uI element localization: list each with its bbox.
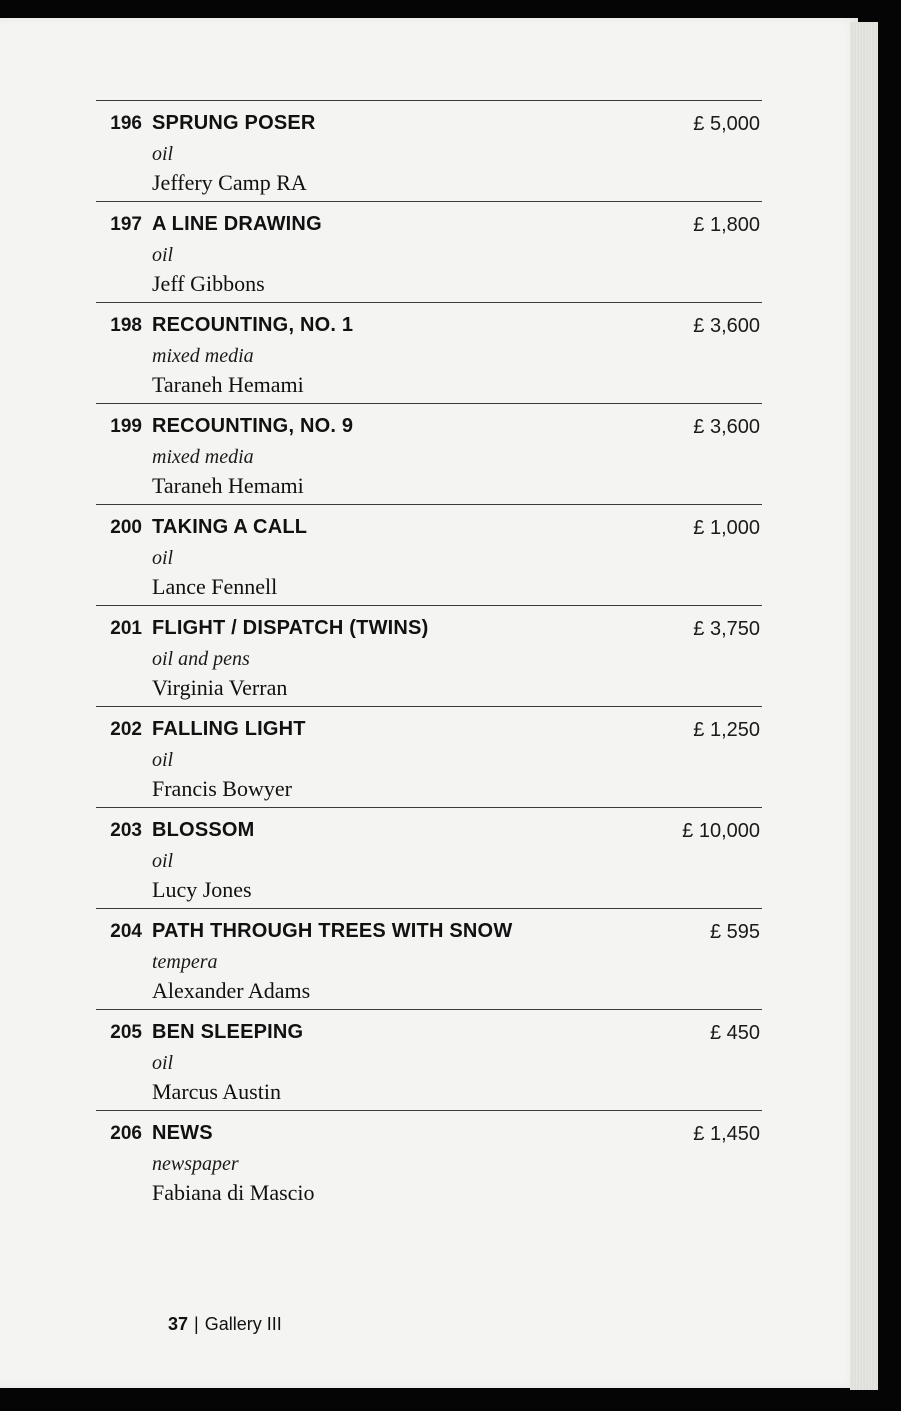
entry-artist: Taraneh Hemami	[152, 372, 304, 397]
catalogue-page	[0, 18, 858, 1388]
entry-price: £ 3,750	[693, 618, 760, 640]
entry-title: BEN SLEEPING	[152, 1021, 304, 1043]
entry-number: 201	[110, 618, 142, 639]
entry-title: RECOUNTING, NO. 9	[152, 415, 354, 437]
catalogue-entry	[96, 908, 762, 1009]
entry-number: 198	[110, 315, 142, 336]
page-number: 37	[168, 1314, 189, 1334]
entry-artist: Virginia Verran	[152, 675, 288, 700]
catalogue-entry	[96, 706, 762, 807]
entry-title: PATH THROUGH TREES WITH SNOW	[152, 920, 513, 942]
entry-artist: Taraneh Hemami	[152, 473, 304, 498]
entry-number: 202	[110, 719, 142, 740]
entry-medium: mixed media	[152, 345, 254, 367]
entry-number: 205	[110, 1022, 142, 1043]
catalogue-entry	[96, 100, 762, 201]
entry-artist: Lucy Jones	[152, 877, 252, 902]
entry-artist: Lance Fennell	[152, 574, 278, 599]
entry-price: £ 10,000	[682, 820, 760, 842]
entry-number: 196	[110, 113, 142, 134]
entry-price: £ 5,000	[693, 113, 760, 135]
footer-separator: |	[194, 1314, 199, 1334]
entry-medium: newspaper	[152, 1153, 239, 1175]
entry-artist: Jeffery Camp RA	[152, 170, 307, 195]
entry-price: £ 3,600	[693, 315, 760, 337]
entry-artist: Alexander Adams	[152, 978, 311, 1003]
entry-price: £ 3,600	[693, 416, 760, 438]
page-footer	[168, 1314, 282, 1335]
entry-title: A LINE DRAWING	[152, 213, 322, 235]
catalogue-entry	[96, 403, 762, 504]
page-edge	[850, 22, 878, 1390]
entry-artist: Francis Bowyer	[152, 776, 292, 801]
entry-medium: oil	[152, 143, 174, 165]
entry-price: £ 1,450	[693, 1123, 760, 1145]
entry-price: £ 1,800	[693, 214, 760, 236]
entry-medium: oil	[152, 1052, 174, 1074]
entry-artist: Fabiana di Mascio	[152, 1180, 315, 1205]
entry-medium: oil	[152, 547, 174, 569]
entry-number: 204	[110, 921, 142, 942]
entry-price: £ 1,250	[693, 719, 760, 741]
entry-medium: oil and pens	[152, 648, 250, 670]
entry-title: TAKING A CALL	[152, 516, 308, 538]
catalogue-entry	[96, 807, 762, 908]
entry-title: FALLING LIGHT	[152, 718, 306, 740]
entry-medium: mixed media	[152, 446, 254, 468]
gallery-section: Gallery III	[204, 1314, 282, 1334]
entry-title: FLIGHT / DISPATCH (TWINS)	[152, 617, 429, 639]
catalogue-entry	[96, 605, 762, 706]
entry-medium: tempera	[152, 951, 218, 973]
entry-medium: oil	[152, 850, 174, 872]
entry-title: RECOUNTING, NO. 1	[152, 314, 354, 336]
catalogue-entry	[96, 1110, 762, 1211]
entry-price: £ 595	[709, 921, 760, 943]
entry-price: £ 450	[709, 1022, 760, 1044]
entry-number: 206	[110, 1123, 142, 1144]
catalogue-list	[96, 100, 762, 1211]
catalogue-entry	[96, 201, 762, 302]
entry-artist: Jeff Gibbons	[152, 271, 265, 296]
entry-number: 200	[110, 517, 142, 538]
entry-number: 197	[110, 214, 142, 235]
entry-title: SPRUNG POSER	[152, 112, 316, 134]
entry-price: £ 1,000	[693, 517, 760, 539]
entry-medium: oil	[152, 244, 174, 266]
catalogue-entry	[96, 1009, 762, 1110]
entry-title: NEWS	[152, 1122, 213, 1144]
entry-medium: oil	[152, 749, 174, 771]
catalogue-entry	[96, 504, 762, 605]
catalogue-entry	[96, 302, 762, 403]
entry-artist: Marcus Austin	[152, 1079, 281, 1104]
entry-title: BLOSSOM	[152, 819, 255, 841]
entry-number: 199	[110, 416, 142, 437]
entry-number: 203	[110, 820, 142, 841]
